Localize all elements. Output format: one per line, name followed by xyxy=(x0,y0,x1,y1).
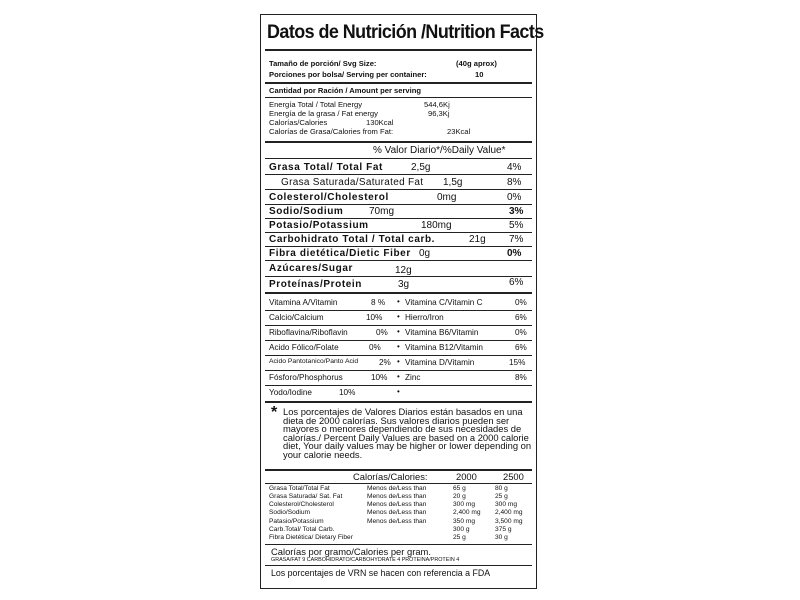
vitamin-label: Riboflavina/Riboflavin xyxy=(269,328,348,337)
table-cell: Menos de/Less than xyxy=(367,509,427,516)
nutrient-percent: 6% xyxy=(509,277,524,288)
divider xyxy=(265,246,532,247)
nutrient-percent: 8% xyxy=(507,177,522,188)
divider xyxy=(265,276,532,277)
divider xyxy=(265,49,532,51)
divider xyxy=(265,218,532,219)
table-cell: Sodio/Sodium xyxy=(269,509,311,516)
amount-per-serving-header: Cantidad por Ración / Amount per serving xyxy=(269,86,422,95)
nutrient-label: Sodio/Sodium xyxy=(269,206,344,217)
nutrient-label: Fibra dietética/Dietic Fiber xyxy=(269,248,411,259)
energy-value: 544,6Kj xyxy=(424,100,450,109)
table-cell: 350 mg xyxy=(453,518,475,525)
table-cell: 3,500 mg xyxy=(495,518,523,525)
table-cell: Patasio/Potassium xyxy=(269,518,324,525)
nutrient-label: Carbohidrato Total / Total carb. xyxy=(269,234,436,245)
divider xyxy=(265,483,532,484)
servings-per-container-label: Porciones por bolsa/ Serving per container: xyxy=(269,70,427,79)
label-title: Datos de Nutrición /Nutrition Facts xyxy=(267,21,544,43)
nutrition-label xyxy=(260,14,544,589)
energy-value: 96,3Kj xyxy=(428,109,450,118)
calories-per-gram-values: GRASA/FAT 9 CARBOHIDRATO/CARBOHYDRATE 4 PROTEINA/PROTEIN 4 xyxy=(271,557,460,563)
divider xyxy=(265,325,532,326)
divider xyxy=(265,158,532,159)
energy-label: Calorías/Calories xyxy=(269,118,328,127)
table-cell: 20 g xyxy=(453,493,466,500)
vitamin-label: Vitamina D/Vitamin xyxy=(405,358,475,367)
nutrient-amount: 180mg xyxy=(421,220,452,231)
vitamin-label: Acido Pantotanico/Panto Acid xyxy=(269,358,359,365)
divider xyxy=(265,355,532,356)
table-cell: 25 g xyxy=(495,493,508,500)
energy-label: Energía Total / Total Energy xyxy=(269,100,363,109)
divider xyxy=(265,232,532,233)
vitamin-label: Vitamina B6/Vitamin xyxy=(405,328,479,337)
divider xyxy=(265,97,532,98)
table-cell: 65 g xyxy=(453,485,466,492)
table-cell: Carb.Total/ Total Carb. xyxy=(269,526,335,533)
nutrient-percent: 3% xyxy=(509,206,524,217)
bullet-icon: • xyxy=(397,387,400,396)
calories-col-2500: 2500 xyxy=(503,471,524,482)
table-cell: Grasa Saturada/ Sat. Fat xyxy=(269,493,343,500)
vitamin-label: Vitamina B12/Vitamin xyxy=(405,343,483,352)
nutrient-amount: 0g xyxy=(419,248,431,259)
table-cell: 300 g xyxy=(453,526,470,533)
nutrient-amount: 3g xyxy=(398,279,410,290)
bullet-icon: • xyxy=(397,342,400,351)
nutrient-amount: 0mg xyxy=(437,192,457,203)
nutrient-percent: 5% xyxy=(509,220,524,231)
footnote-star: * xyxy=(271,404,278,421)
table-cell: 375 g xyxy=(495,526,512,533)
table-cell: 2,400 mg xyxy=(453,509,481,516)
footnote-text: Los porcentajes de Valores Diarios están basados en una dieta de 2000 calorías. Sus valores diarios pueden ser mayores o menores dependiendo de sus necesidades de calorías./ Percent Daily Values are based on a 2000 calorie diet, Your daily values may be higher or lower depending on your calorie needs. xyxy=(283,406,532,460)
nutrient-amount: 70mg xyxy=(369,206,395,217)
vitamin-percent: 0% xyxy=(376,328,388,337)
nutrient-amount: 21g xyxy=(469,234,486,245)
table-cell: 2,400 mg xyxy=(495,509,523,516)
table-cell: 30 g xyxy=(495,534,508,541)
divider xyxy=(265,565,532,566)
energy-label: Calorías de Grasa/Calories from Fat: xyxy=(269,127,394,136)
divider xyxy=(265,544,532,545)
nutrient-label: Proteínas/Protein xyxy=(269,279,362,290)
vitamin-label: Hierro/Iron xyxy=(405,313,444,322)
table-cell: Menos de/Less than xyxy=(367,501,427,508)
bullet-icon: • xyxy=(397,297,400,306)
nutrient-percent: 4% xyxy=(507,162,522,173)
calories-col-2000: 2000 xyxy=(456,471,477,482)
vitamin-label: Acido Fólico/Folate xyxy=(269,343,339,352)
serving-size-value: (40g aprox) xyxy=(456,59,497,68)
vitamin-percent: 0% xyxy=(515,298,527,307)
nutrient-label: Azúcares/Sugar xyxy=(269,263,353,274)
vitamin-label: Vitamina C/Vitamin C xyxy=(405,298,483,307)
divider xyxy=(265,340,532,341)
nutrient-percent: 7% xyxy=(509,234,524,245)
table-cell: Grasa Total/Total Fat xyxy=(269,485,330,492)
nutrient-label: Grasa Saturada/Saturated Fat xyxy=(281,177,424,188)
daily-value-header: % Valor Diario*/%Daily Value* xyxy=(373,145,506,156)
nutrient-amount: 1,5g xyxy=(443,177,463,188)
calories-table-header: Calorías/Calories: xyxy=(353,471,428,482)
bullet-icon: • xyxy=(397,327,400,336)
table-cell: 300 mg xyxy=(453,501,475,508)
bullet-icon: • xyxy=(397,372,400,381)
nutrient-label: Colesterol/Cholesterol xyxy=(269,192,389,203)
vitamin-percent: 6% xyxy=(515,313,527,322)
vitamin-label: Fósforo/Phosphorus xyxy=(269,373,343,382)
nutrient-label: Potasio/Potassium xyxy=(269,220,369,231)
vitamin-percent: 10% xyxy=(366,313,383,322)
vitamin-label: Vitamina A/Vitamin xyxy=(269,298,338,307)
energy-label: Energía de la grasa / Fat energy xyxy=(269,109,378,118)
nutrient-percent: 0% xyxy=(507,248,522,259)
fda-reference-note: Los porcentajes de VRN se hacen con referencia a FDA xyxy=(271,568,491,578)
divider xyxy=(265,260,532,261)
divider xyxy=(265,204,532,205)
divider xyxy=(265,310,532,311)
table-cell: Fibra Dietética/ Dietary Fiber xyxy=(269,534,353,541)
vitamin-percent: 0% xyxy=(369,343,381,352)
divider xyxy=(265,292,532,294)
energy-value: 23Kcal xyxy=(447,127,471,136)
divider xyxy=(265,82,532,84)
bullet-icon: • xyxy=(397,312,400,321)
table-cell: Menos de/Less than xyxy=(367,485,427,492)
table-cell: Colesterol/Cholesterol xyxy=(269,501,334,508)
vitamin-percent: 8% xyxy=(515,373,527,382)
vitamin-label: Calcio/Calcium xyxy=(269,313,324,322)
vitamin-percent: 2% xyxy=(379,358,391,367)
table-cell: Menos de/Less than xyxy=(367,518,427,525)
nutrient-percent: 0% xyxy=(507,192,522,203)
nutrient-label: Grasa Total/ Total Fat xyxy=(269,162,383,173)
divider xyxy=(265,141,532,143)
table-cell: Menos de/Less than xyxy=(367,493,427,500)
bullet-icon: • xyxy=(397,357,400,366)
vitamin-percent: 0% xyxy=(515,328,527,337)
divider xyxy=(265,370,532,371)
nutrient-amount: 12g xyxy=(395,265,412,276)
vitamin-label: Yodo/Iodine xyxy=(269,388,312,397)
vitamin-percent: 6% xyxy=(515,343,527,352)
vitamin-percent: 10% xyxy=(371,373,388,382)
divider xyxy=(265,401,532,403)
vitamin-percent: 8 % xyxy=(371,298,386,307)
nutrient-amount: 2,5g xyxy=(411,162,431,173)
divider xyxy=(265,385,532,386)
servings-per-container-value: 10 xyxy=(475,70,484,79)
table-cell: 80 g xyxy=(495,485,508,492)
calories-per-gram-header: Calorías por gramo/Calories per gram. xyxy=(271,546,431,557)
vitamin-percent: 10% xyxy=(339,388,356,397)
serving-size-label: Tamaño de porción/ Svg Size: xyxy=(269,59,377,68)
divider xyxy=(265,189,532,190)
table-cell: 25 g xyxy=(453,534,466,541)
divider xyxy=(265,174,532,175)
vitamin-label: Zinc xyxy=(405,373,421,382)
energy-value: 130Kcal xyxy=(366,118,394,127)
vitamin-percent: 15% xyxy=(509,358,526,367)
table-cell: 300 mg xyxy=(495,501,517,508)
